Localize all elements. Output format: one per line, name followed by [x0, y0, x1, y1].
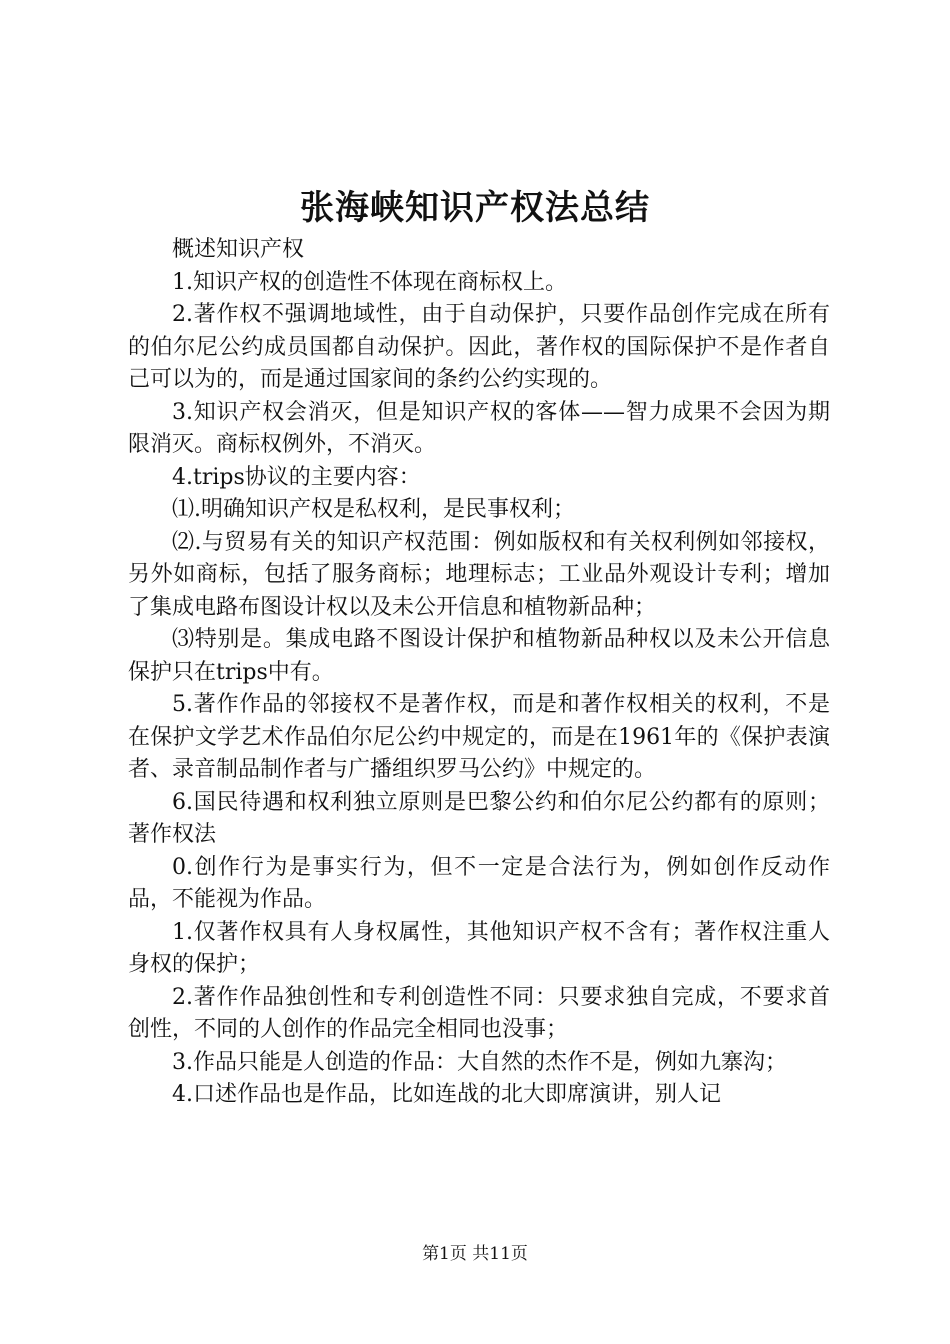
page-footer — [0, 1242, 950, 1266]
document-title: 张海峡知识产权法总结 — [300, 188, 650, 228]
paragraph: 4.口述作品也是作品，比如连战的北大即席演讲，别人记 — [172, 1082, 721, 1107]
paragraph: 0.创作行为是事实行为，但不一定是合法行为，例如创作反动作品，不能视为作品。 — [128, 854, 830, 912]
paragraph: 3.作品只能是人创造的作品：大自然的杰作不是，例如九寨沟； — [172, 1049, 787, 1075]
paragraph: 6.国民待遇和权利独立原则是巴黎公约和伯尔尼公约都有的原则；著作权法 — [128, 789, 830, 847]
paragraph: 4.trips协议的主要内容： — [172, 464, 421, 490]
paragraph: 1.知识产权的创造性不体现在商标权上。 — [172, 269, 567, 295]
paragraph: 2.著作作品独创性和专利创造性不同：只要求独自完成，不要求首创性，不同的人创作的作品完全相同也没事； — [128, 984, 830, 1042]
paragraph: ⑶特别是。集成电路不图设计保护和植物新品种权以及未公开信息保护只在trips中有。 — [128, 627, 830, 685]
paragraph: 2.著作权不强调地域性，由于自动保护，只要作品创作完成在所有的伯尔尼公约成员国都自动保护。因此，著作权的国际保护不是作者自己可以为的，而是通过国家间的条约公约实现的。 — [128, 302, 830, 392]
paragraph: 3.知识产权会消灭，但是知识产权的客体——智力成果不会因为期限消灭。商标权例外，不消灭。 — [128, 399, 830, 457]
paragraph: ⑴.明确知识产权是私权利，是民事权利； — [172, 497, 575, 522]
paragraph: 5.著作作品的邻接权不是著作权，而是和著作权相关的权利，不是在保护文学艺术作品伯尔尼公约中规定的，而是在1961年的《保护表演者、录音制品制作者与广播组织罗马公约》中规定的。 — [128, 692, 830, 782]
document-body — [128, 234, 830, 1112]
page-number-label: 第1页 共11页 — [422, 1244, 528, 1264]
paragraph: ⑵.与贸易有关的知识产权范围：例如版权和有关权利例如邻接权，另外如商标，包括了服务商标；地理标志；工业品外观设计专利；增加了集成电路布图设计权以及未公开信息和植物新品种； — [128, 529, 830, 620]
paragraph: 概述知识产权 — [172, 237, 305, 262]
paragraph: 1.仅著作权具有人身权属性，其他知识产权不含有；著作权注重人身权的保护； — [128, 919, 830, 977]
